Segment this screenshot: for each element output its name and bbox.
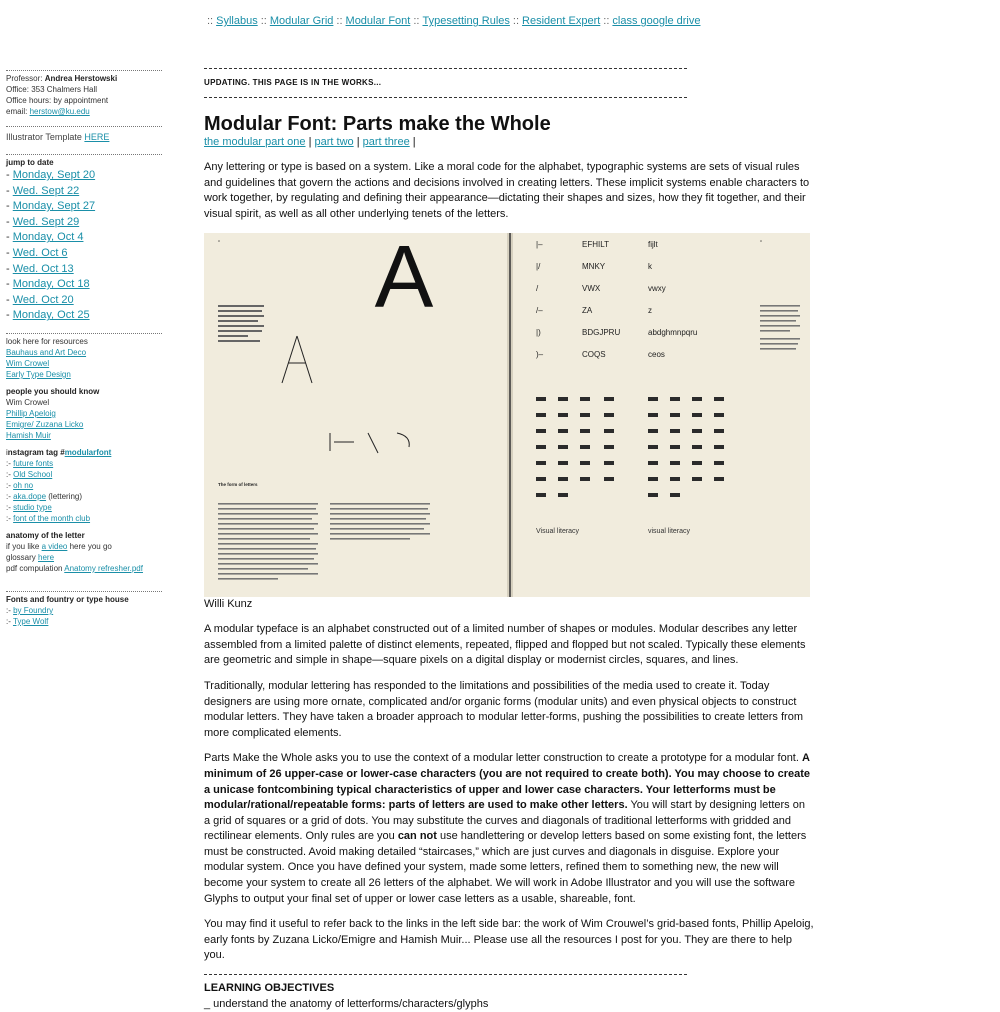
nav-link[interactable]: class google drive bbox=[612, 15, 701, 27]
objectives-title: LEARNING OBJECTIVES bbox=[204, 982, 335, 995]
date-link[interactable]: Monday, Oct 25 bbox=[12, 309, 90, 322]
people-title: people you should know bbox=[6, 386, 100, 396]
professor-label: Professor: bbox=[6, 74, 43, 83]
insta-link[interactable]: aka.dope bbox=[13, 491, 47, 501]
divider bbox=[6, 154, 162, 155]
objectives-list bbox=[204, 997, 814, 1012]
anatomy-video-post: here you go bbox=[67, 541, 112, 551]
insta-row bbox=[6, 491, 162, 502]
main-content bbox=[204, 68, 814, 1012]
list-dash: - bbox=[6, 215, 13, 228]
video-link[interactable]: a video bbox=[41, 541, 68, 551]
dashed-divider bbox=[204, 97, 687, 98]
nav-link[interactable]: Modular Grid bbox=[269, 15, 334, 27]
page-title: Modular Font: Parts make the Whole bbox=[204, 112, 551, 135]
list-dash: :- bbox=[6, 469, 14, 479]
nav-link[interactable]: Syllabus bbox=[216, 15, 258, 27]
date-link[interactable]: Monday, Sept 20 bbox=[12, 169, 96, 181]
letter-group-upper: ZA bbox=[582, 305, 593, 315]
insta-link[interactable]: studio type bbox=[13, 502, 52, 512]
updating-notice: UPDATING. THIS PAGE IS IN THE WORKS... bbox=[204, 78, 382, 87]
insta-row bbox=[6, 458, 162, 469]
foundry-link[interactable]: by Foundry bbox=[13, 605, 54, 615]
letter-group-mark: / bbox=[536, 283, 539, 293]
nav-separator: :: bbox=[336, 15, 343, 27]
divider bbox=[6, 333, 162, 334]
list-dash: - bbox=[6, 231, 13, 244]
foundry-block bbox=[6, 594, 162, 627]
insta-row bbox=[6, 469, 162, 480]
insta-link[interactable]: future fonts bbox=[13, 458, 54, 468]
person-link[interactable]: Phillip Apeloig bbox=[6, 408, 56, 418]
nav-separator: :: bbox=[413, 15, 420, 27]
letter-group-upper: MNKY bbox=[582, 261, 606, 271]
resources-block bbox=[6, 336, 162, 574]
letter-group-lower: k bbox=[648, 261, 652, 271]
foundry-link[interactable]: Type Wolf bbox=[12, 616, 49, 626]
glossary-link[interactable]: here bbox=[38, 552, 55, 562]
list-dash: :- bbox=[6, 491, 14, 501]
insta-row bbox=[6, 502, 162, 513]
list-dash: - bbox=[6, 246, 13, 259]
list-dash: :- bbox=[6, 616, 13, 626]
date-row bbox=[6, 293, 162, 309]
date-row bbox=[6, 199, 162, 215]
anatomy-video-pre: if you like bbox=[6, 541, 42, 551]
date-row bbox=[6, 246, 162, 262]
letter-group-mark: |) bbox=[536, 327, 541, 337]
list-dash: - bbox=[6, 278, 13, 291]
part-link[interactable]: part two bbox=[314, 135, 354, 148]
nav-separator: :: bbox=[603, 15, 610, 27]
date-row bbox=[6, 277, 162, 293]
insta-tag-link[interactable]: modularfont bbox=[64, 447, 112, 457]
list-dash: :- bbox=[6, 502, 14, 512]
assignment-can-not: can not bbox=[397, 830, 437, 843]
letter-group-upper: VWX bbox=[582, 283, 601, 293]
date-row bbox=[6, 262, 162, 278]
nav-link[interactable]: Modular Font bbox=[345, 15, 411, 27]
assignment-text-1: Parts Make the Whole asks you to use the context of a modular letter construction to create a prototype for a modular font. bbox=[204, 752, 802, 765]
list-dash: - bbox=[6, 169, 13, 181]
quote-mark-left: ” bbox=[218, 240, 220, 247]
divider bbox=[6, 591, 162, 592]
foundry-title: Fonts and fountry or type house bbox=[6, 594, 129, 604]
list-dash: - bbox=[6, 200, 13, 213]
date-row bbox=[6, 168, 162, 184]
paragraph-resources: You may find it useful to refer back to the links in the left side bar: the work of Wim Crouwel’s grid-based fonts, Phillip Apeloig, early fonts by Zuzana Licko/Emigre and Hamish Muir... Please use all the resources I post for you. They are there to help you. bbox=[204, 918, 814, 962]
resource-list bbox=[6, 347, 162, 380]
anatomy-title: anatomy of the letter bbox=[6, 530, 85, 540]
willi-kunz-figure bbox=[204, 233, 810, 597]
assignment-requirements: A minimum of 26 upper-case or lower-case characters (you are not required to create both). You may choose to create a unicase fontcombining typical characteristics of upper and lower case characters. Your letterforms must be modular/rational/repeatable forms: parts of letters are used to make other letters. bbox=[204, 752, 810, 812]
foundry-list bbox=[6, 605, 162, 627]
insta-prefix: i bbox=[6, 447, 8, 457]
date-link[interactable]: Wed. Sept 29 bbox=[12, 215, 80, 228]
foundry-row bbox=[6, 605, 162, 616]
date-row bbox=[6, 215, 162, 231]
date-link[interactable]: Monday, Oct 18 bbox=[12, 278, 90, 291]
figure-footer-left: Visual literacy bbox=[536, 527, 580, 535]
letter-group-mark: /– bbox=[536, 305, 543, 315]
part-separator: | bbox=[305, 135, 315, 148]
insta-row bbox=[6, 513, 162, 524]
insta-list bbox=[6, 458, 162, 524]
template-link[interactable]: HERE bbox=[84, 132, 110, 142]
dashed-divider bbox=[204, 68, 687, 69]
office-text: Office: 353 Chalmers Hall bbox=[6, 85, 97, 94]
letter-group-mark: |/ bbox=[536, 261, 541, 271]
template-text: Illustrator Template bbox=[6, 132, 82, 142]
figure-footer-right: visual literacy bbox=[648, 527, 691, 535]
figure-section-title: The form of letters bbox=[218, 481, 258, 487]
template-block bbox=[6, 129, 162, 145]
part-separator: | bbox=[353, 135, 363, 148]
part-link[interactable]: the modular part one bbox=[204, 135, 306, 148]
insta-link[interactable]: Old School bbox=[13, 469, 53, 479]
nav-separator: :: bbox=[260, 15, 267, 27]
date-row bbox=[6, 308, 162, 324]
letter-group-upper: BDGJPRU bbox=[582, 327, 621, 337]
pdf-pre: pdf compulation bbox=[6, 563, 65, 573]
date-link[interactable]: Wed. Sept 22 bbox=[12, 184, 80, 197]
insta-suffix: (lettering) bbox=[46, 491, 83, 501]
paragraph-modular-typeface: A modular typeface is an alphabet constructed out of a limited number of shapes or modules. Modular describes any letter assembled from a limited palette of distinct elements, repeated, flipped and flopped but not scaled. Typically these elements are geometric and simple in shape—square pixels on a digital display or modernist circles, squares, and lines. bbox=[204, 623, 806, 667]
foundry-row bbox=[6, 616, 162, 627]
letter-group-mark: )– bbox=[536, 349, 544, 359]
letter-group-upper: EFHILT bbox=[582, 239, 609, 249]
divider bbox=[6, 126, 162, 127]
jump-to-date bbox=[6, 157, 162, 324]
part-links bbox=[204, 135, 814, 151]
part-link[interactable]: part three bbox=[362, 135, 410, 148]
list-dash: - bbox=[6, 262, 13, 275]
date-link[interactable]: Wed. Oct 20 bbox=[12, 293, 74, 306]
nav-separator: :: bbox=[512, 15, 520, 27]
glossary-pre: glossary bbox=[6, 552, 39, 562]
jump-title: jump to date bbox=[6, 158, 54, 167]
top-nav bbox=[204, 15, 700, 27]
date-link[interactable]: Wed. Oct 13 bbox=[12, 262, 74, 275]
list-dash: :- bbox=[6, 480, 14, 490]
assignment-text-2: You will start by designing letters on a grid of squares or a grid of dots. You may substitute the curves and diagonals of traditional letterforms with gridded and rectilinear elements. Only rules are you bbox=[204, 799, 805, 843]
insta-link[interactable]: font of the month club bbox=[13, 513, 91, 523]
figure-spread bbox=[204, 233, 810, 597]
hours-text: Office hours: by appointment bbox=[6, 96, 109, 105]
list-dash: - bbox=[6, 184, 13, 197]
intro-paragraph: Any lettering or type is based on a system. Like a moral code for the alphabet, typographic systems are sets of visual rules and guidelines that govern the actions and decisions involved in creating letters. These implicit systems enable characters to work together, by regulating and defining their appearance—dictating their shapes and sizes, how they fit together, and their visual spirit, as well as all other underlying tenets of the letters. bbox=[204, 161, 810, 220]
email-link[interactable]: herstow@ku.edu bbox=[29, 107, 90, 116]
dashed-divider bbox=[204, 974, 687, 975]
letter-group-upper: COQS bbox=[582, 349, 606, 359]
date-link[interactable]: Monday, Oct 4 bbox=[12, 231, 84, 244]
nav-link[interactable]: Resident Expert bbox=[522, 15, 601, 27]
date-link[interactable]: Monday, Sept 27 bbox=[12, 200, 96, 213]
people-list bbox=[6, 408, 162, 441]
person-link[interactable]: Emigre/ Zuzana Licko bbox=[6, 419, 84, 429]
sidebar bbox=[6, 70, 162, 636]
part-separator: | bbox=[409, 135, 416, 148]
insta-title: nstagram tag # bbox=[7, 447, 65, 457]
resources-title: look here for resources bbox=[6, 336, 88, 346]
person-link[interactable]: Hamish Muir bbox=[6, 430, 51, 440]
people-plain: Wim Crowel bbox=[6, 397, 50, 407]
big-letter-a: A bbox=[374, 232, 434, 326]
paragraph-assignment bbox=[204, 751, 814, 907]
letter-group-lower: fijlt bbox=[648, 239, 658, 249]
nav-link[interactable]: Typesetting Rules bbox=[422, 15, 510, 27]
nav-separator: :: bbox=[207, 15, 214, 27]
objective-item: _ understand the anatomy of letterforms/characters/glyphs bbox=[204, 997, 489, 1010]
list-dash: - bbox=[6, 293, 13, 306]
figure-caption: Willi Kunz bbox=[204, 597, 253, 610]
list-dash: :- bbox=[6, 513, 14, 523]
assignment-text-3: use handlettering or develop letters based on some existing font, the letters must be constructed. Avoid making detailed “staircases,” which are just curves and diagonals in disguise. Explore your modular system. Once you have defined your system, made some letters, refined them to something new, the new will become your system to create all 26 letters of the alphabet. We will work in Adobe Illustrator and you will use the software Glyphs to output your final set of upper or lower case letters as a usable, shareable, font. bbox=[204, 830, 807, 905]
quote-mark-right: ” bbox=[760, 240, 762, 247]
list-dash: - bbox=[6, 309, 13, 322]
letter-group-lower: z bbox=[648, 305, 652, 315]
letter-group-mark: |– bbox=[536, 239, 543, 249]
professor-name: Andrea Herstowski bbox=[44, 74, 118, 83]
letter-group-lower: ceos bbox=[648, 349, 665, 359]
resource-link[interactable]: Bauhaus and Art Deco bbox=[6, 347, 87, 357]
letter-group-lower: vwxy bbox=[648, 283, 666, 293]
insta-row bbox=[6, 480, 162, 491]
date-row bbox=[6, 184, 162, 200]
paragraph-traditionally: Traditionally, modular lettering has responded to the limitations and possibilities of the media used to create it. Today designers are using more ornate, complicated and/or organic forms (modular units) and even physical objects to construct modular letters. They have taken a broader approach to modular letter-forms, pushing the possibilities to create letters from more complicated elements. bbox=[204, 679, 803, 739]
insta-link[interactable]: oh no bbox=[13, 480, 34, 490]
resource-link[interactable]: Wim Crowel bbox=[6, 358, 50, 368]
date-row bbox=[6, 230, 162, 246]
letter-group-lower: abdghmnpqru bbox=[648, 327, 698, 337]
date-list bbox=[6, 168, 162, 324]
date-link[interactable]: Wed. Oct 6 bbox=[12, 246, 68, 259]
email-label: email: bbox=[6, 107, 28, 116]
list-dash: :- bbox=[6, 458, 14, 468]
list-dash: :- bbox=[6, 605, 14, 615]
resource-link[interactable]: Early Type Design bbox=[6, 369, 71, 379]
pdf-link[interactable]: Anatomy refresher.pdf bbox=[64, 563, 143, 573]
divider bbox=[6, 70, 162, 71]
professor-info bbox=[6, 73, 162, 117]
